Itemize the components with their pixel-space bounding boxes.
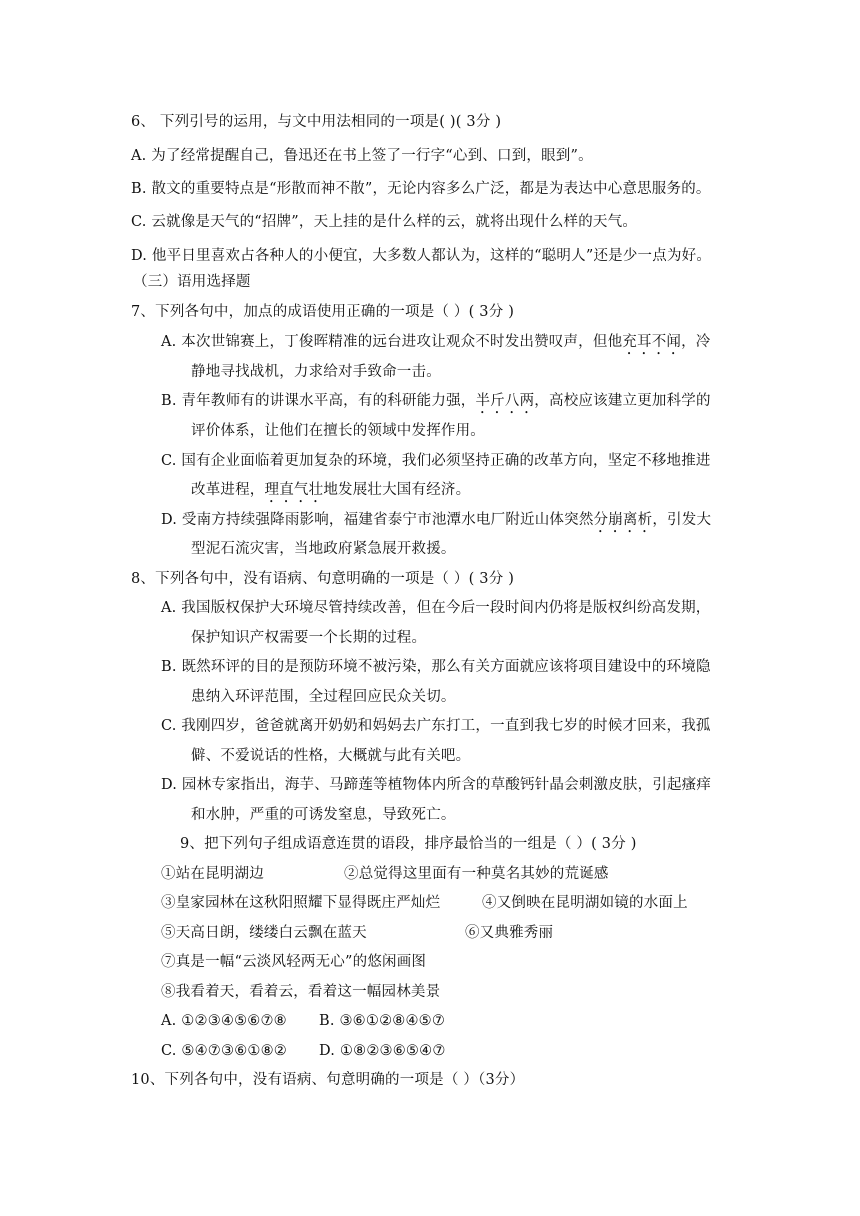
q7-c-idiom: 理直气壮 [264, 482, 324, 498]
q7-stem: 7、下列各句中，加点的成语使用正确的一项是（ ）( 3分 ) [131, 304, 515, 320]
q8-option-d: D. 园林专家指出，海芋、马蹄莲等植物体内所含的草酸钙针晶会刺激皮肤，引起瘙痒 [161, 777, 712, 793]
q7-c-text-end: 地发展壮大国有经济。 [323, 482, 471, 498]
q7-d-idiom: 分崩离析 [593, 512, 653, 528]
q9-sentence-2: ②总觉得这里面有一种莫名其妙的荒诞感 [344, 866, 609, 882]
q8-option-c-cont: 僻、不爱说话的性格，大概就与此有关吧。 [191, 748, 471, 764]
q9-sentence-3: ③皇家园林在这秋阳照耀下显得既庄严灿烂 [161, 895, 441, 911]
q6-option-a: A. 为了经常提醒自己，鲁迅还在书上签了一行字“心到、口到，眼到”。 [131, 148, 593, 164]
section-heading: （三）语用选择题 [133, 274, 251, 290]
q7-a-text: A. 本次世锦赛上，丁俊晖精准的远台进攻让观众不时发出赞叹声，但他 [161, 334, 623, 350]
q7-option-c: C. 国有企业面临着更加复杂的环境，我们必须坚持正确的改革方向，坚定不移地推进 [161, 453, 711, 469]
q9-sentence-6: ⑥又典雅秀丽 [465, 925, 554, 941]
q7-b-idiom: 半斤八两 [475, 393, 535, 409]
q9-option-b: B. ③⑥①②⑧④⑤⑦ [319, 1013, 446, 1029]
q7-d-text: D. 受南方持续强降雨影响，福建省泰宁市池潭水电厂附近山体突然 [161, 512, 594, 528]
q7-c-text: 改革进程， [191, 482, 265, 498]
q9-sentence-4: ④又倒映在昆明湖如镜的水面上 [482, 895, 688, 911]
q8-option-c: C. 我刚四岁，爸爸就离开奶奶和妈妈去广东打工，一直到我七岁的时候才回来，我孤 [161, 718, 711, 734]
q7-option-b-cont: 评价体系，让他们在擅长的领域中发挥作用。 [191, 423, 485, 439]
q7-a-idiom: 充耳不闻 [622, 334, 682, 350]
q8-stem: 8、下列各句中，没有语病、句意明确的一项是（ ）( 3分 ) [131, 571, 515, 587]
q7-option-a [161, 332, 711, 358]
q6-option-d: D. 他平日里喜欢占各种人的小便宜，大多数人都认为，这样的“聪明人”还是少一点为好。 [131, 248, 712, 264]
q8-option-d-cont: 和水肿，严重的可诱发窒息，导致死亡。 [191, 807, 456, 823]
q8-option-b-cont: 患纳入环评范围，全过程回应民众关切。 [191, 689, 456, 705]
q9-sentence-7: ⑦真是一幅“云淡风轻两无心”的悠闲画图 [161, 954, 427, 970]
q9-sentence-5: ⑤天高日朗，缕缕白云飘在蓝天 [161, 925, 367, 941]
q7-option-d [161, 510, 711, 536]
q7-option-b [161, 391, 711, 417]
q6-stem: 6、 下列引号的运用，与文中用法相同的一项是( )( 3分 ) [131, 114, 502, 130]
q8-option-a: A. 我国版权保护大环境尽管持续改善，但在今后一段时间内仍将是版权纠纷高发期， [161, 600, 711, 616]
q7-b-text-end: ，高校应该建立更加科学的 [534, 393, 711, 409]
q7-option-c-cont [191, 480, 470, 506]
q6-option-b: B. 散文的重要特点是“形散而神不散”，无论内容多么广泛，都是为表达中心意思服务的。 [131, 181, 711, 197]
q9-option-a: A. ①②③④⑤⑥⑦⑧ [161, 1013, 287, 1029]
q9-option-c: C. ⑤④⑦③⑥①⑧② [161, 1043, 287, 1059]
q10-stem: 10、下列各句中，没有语病、句意明确的一项是（ ）（3分） [131, 1072, 525, 1088]
q9-sentence-1: ①站在昆明湖边 [161, 866, 264, 882]
q6-option-c: C. 云就像是天气的“招牌”，天上挂的是什么样的云，就将出现什么样的天气。 [131, 214, 638, 230]
q7-option-a-cont: 静地寻找战机，力求给对手致命一击。 [191, 364, 441, 380]
q8-option-a-cont: 保护知识产权需要一个长期的过程。 [191, 630, 427, 646]
q7-a-text-end: ，冷 [681, 334, 711, 350]
q9-sentence-8: ⑧我看着天，看着云，看着这一幅园林美景 [161, 984, 441, 1000]
q7-d-text-end: ，引发大 [652, 512, 712, 528]
q9-option-d: D. ①⑧②③⑥⑤④⑦ [319, 1043, 446, 1059]
q7-b-text: B. 青年教师有的讲课水平高，有的科研能力强， [161, 393, 476, 409]
q8-option-b: B. 既然环评的目的是预防环境不被污染，那么有关方面就应该将项目建设中的环境隐 [161, 659, 711, 675]
q7-option-d-cont: 型泥石流灾害，当地政府紧急展开救援。 [191, 541, 456, 557]
q9-stem: 9、把下列句子组成语意连贯的语段，排序最恰当的一组是（ ）( 3分 ) [180, 836, 637, 852]
